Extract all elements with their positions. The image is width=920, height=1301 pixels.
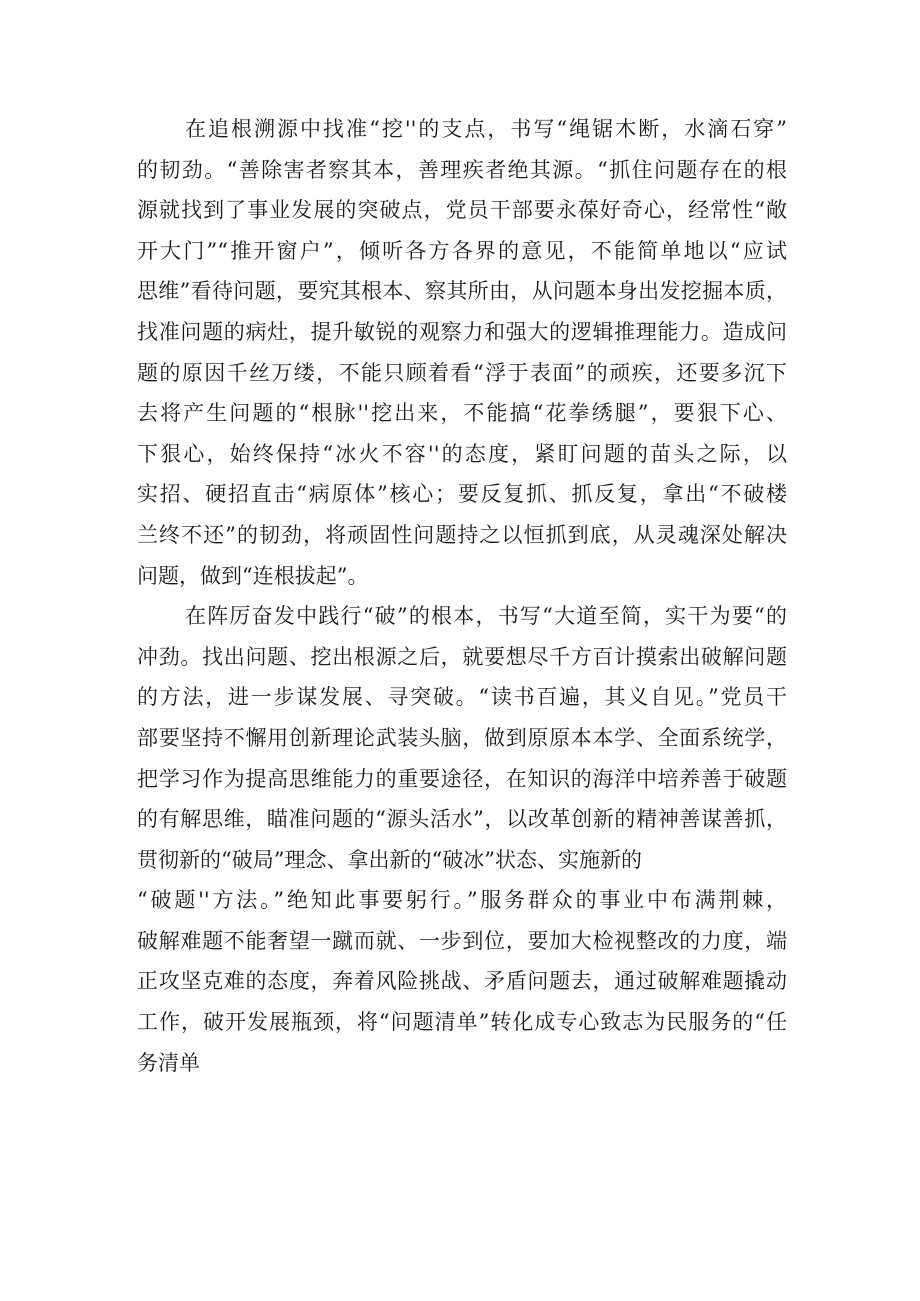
paragraph-line: 兰终不还”的韧劲，将顽固性问题持之以恒抓到底，从灵魂深处解决	[137, 522, 787, 547]
paragraph-line: 的方法，进一步谋发展、寻突破。“读书百遍，其义自见。”党员干	[137, 685, 787, 710]
paragraph-line: 开大门”“推开窗户”，倾听各方各界的意见，不能简单地以“应试	[137, 238, 787, 263]
paragraph-line: 工作，破开发展瓶颈，将“问题清单”转化成专心致志为民服务的“任	[137, 1010, 787, 1035]
paragraph-line: “破题''方法。”绝知此事要躬行。”服务群众的事业中布满荆棘，	[137, 888, 787, 913]
paragraph-line: 把学习作为提高思维能力的重要途径，在知识的海洋中培养善于破题	[137, 766, 787, 791]
paragraph-line: 正攻坚克难的态度，奔着风险挑战、矛盾问题去，通过破解难题撬动	[137, 969, 787, 994]
paragraph-line: 源就找到了事业发展的突破点，党员干部要永葆好奇心，经常性“敞	[137, 198, 787, 223]
paragraph-line: 的韧劲。“善除害者察其本，善理疾者绝其源。“抓住问题存在的根	[137, 157, 787, 182]
paragraph-line: 部要坚持不懈用创新理论武装头脑，做到原原本本学、全面系统学，	[137, 725, 787, 750]
paragraph-line: 贯彻新的“破局”理念、拿出新的“破冰”状态、实施新的	[137, 847, 642, 872]
paragraph-line: 思维”看待问题，要究其根本、察其所由，从问题本身出发挖掘本质，	[137, 279, 787, 304]
paragraph-line: 题的原因千丝万缕，不能只顾着看“浮于表面”的顽疾，还要多沉下	[137, 360, 787, 385]
paragraph-line: 破解难题不能奢望一蹴而就、一步到位，要加大检视整改的力度，端	[137, 928, 787, 953]
paragraph-1	[137, 109, 787, 596]
paragraph-line: 务清单	[137, 1050, 200, 1075]
paragraph-2	[137, 596, 787, 1083]
body-text	[137, 109, 787, 1083]
paragraph-line: 的有解思维，瞄准问题的“源头活水”，以改革创新的精神善谋善抓，	[137, 807, 787, 832]
paragraph-line: 在阵厉奋发中践行“破”的根本，书写“大道至简，实干为要“的	[185, 604, 787, 629]
paragraph-line: 冲劲。找出问题、挖出根源之后，就要想尽千方百计摸索出破解问题	[137, 644, 787, 669]
paragraph-line: 实招、硬招直击“病原体”核心；要反复抓、抓反复，拿出“不破楼	[137, 482, 787, 507]
paragraph-line: 去将产生问题的“根脉''挖出来，不能搞“花拳绣腿”，要狠下心、	[137, 401, 787, 426]
paragraph-line: 找准问题的病灶，提升敏锐的观察力和强大的逻辑推理能力。造成问	[137, 319, 787, 344]
paragraph-line: 问题，做到“连根拔起”。	[137, 563, 369, 588]
paragraph-line: 在追根溯源中找准“挖''的支点，书写“绳锯木断，水滴石穿”	[185, 117, 787, 141]
paragraph-line: 下狠心，始终保持“冰火不容''的态度，紧盯问题的苗头之际，以	[137, 441, 787, 466]
